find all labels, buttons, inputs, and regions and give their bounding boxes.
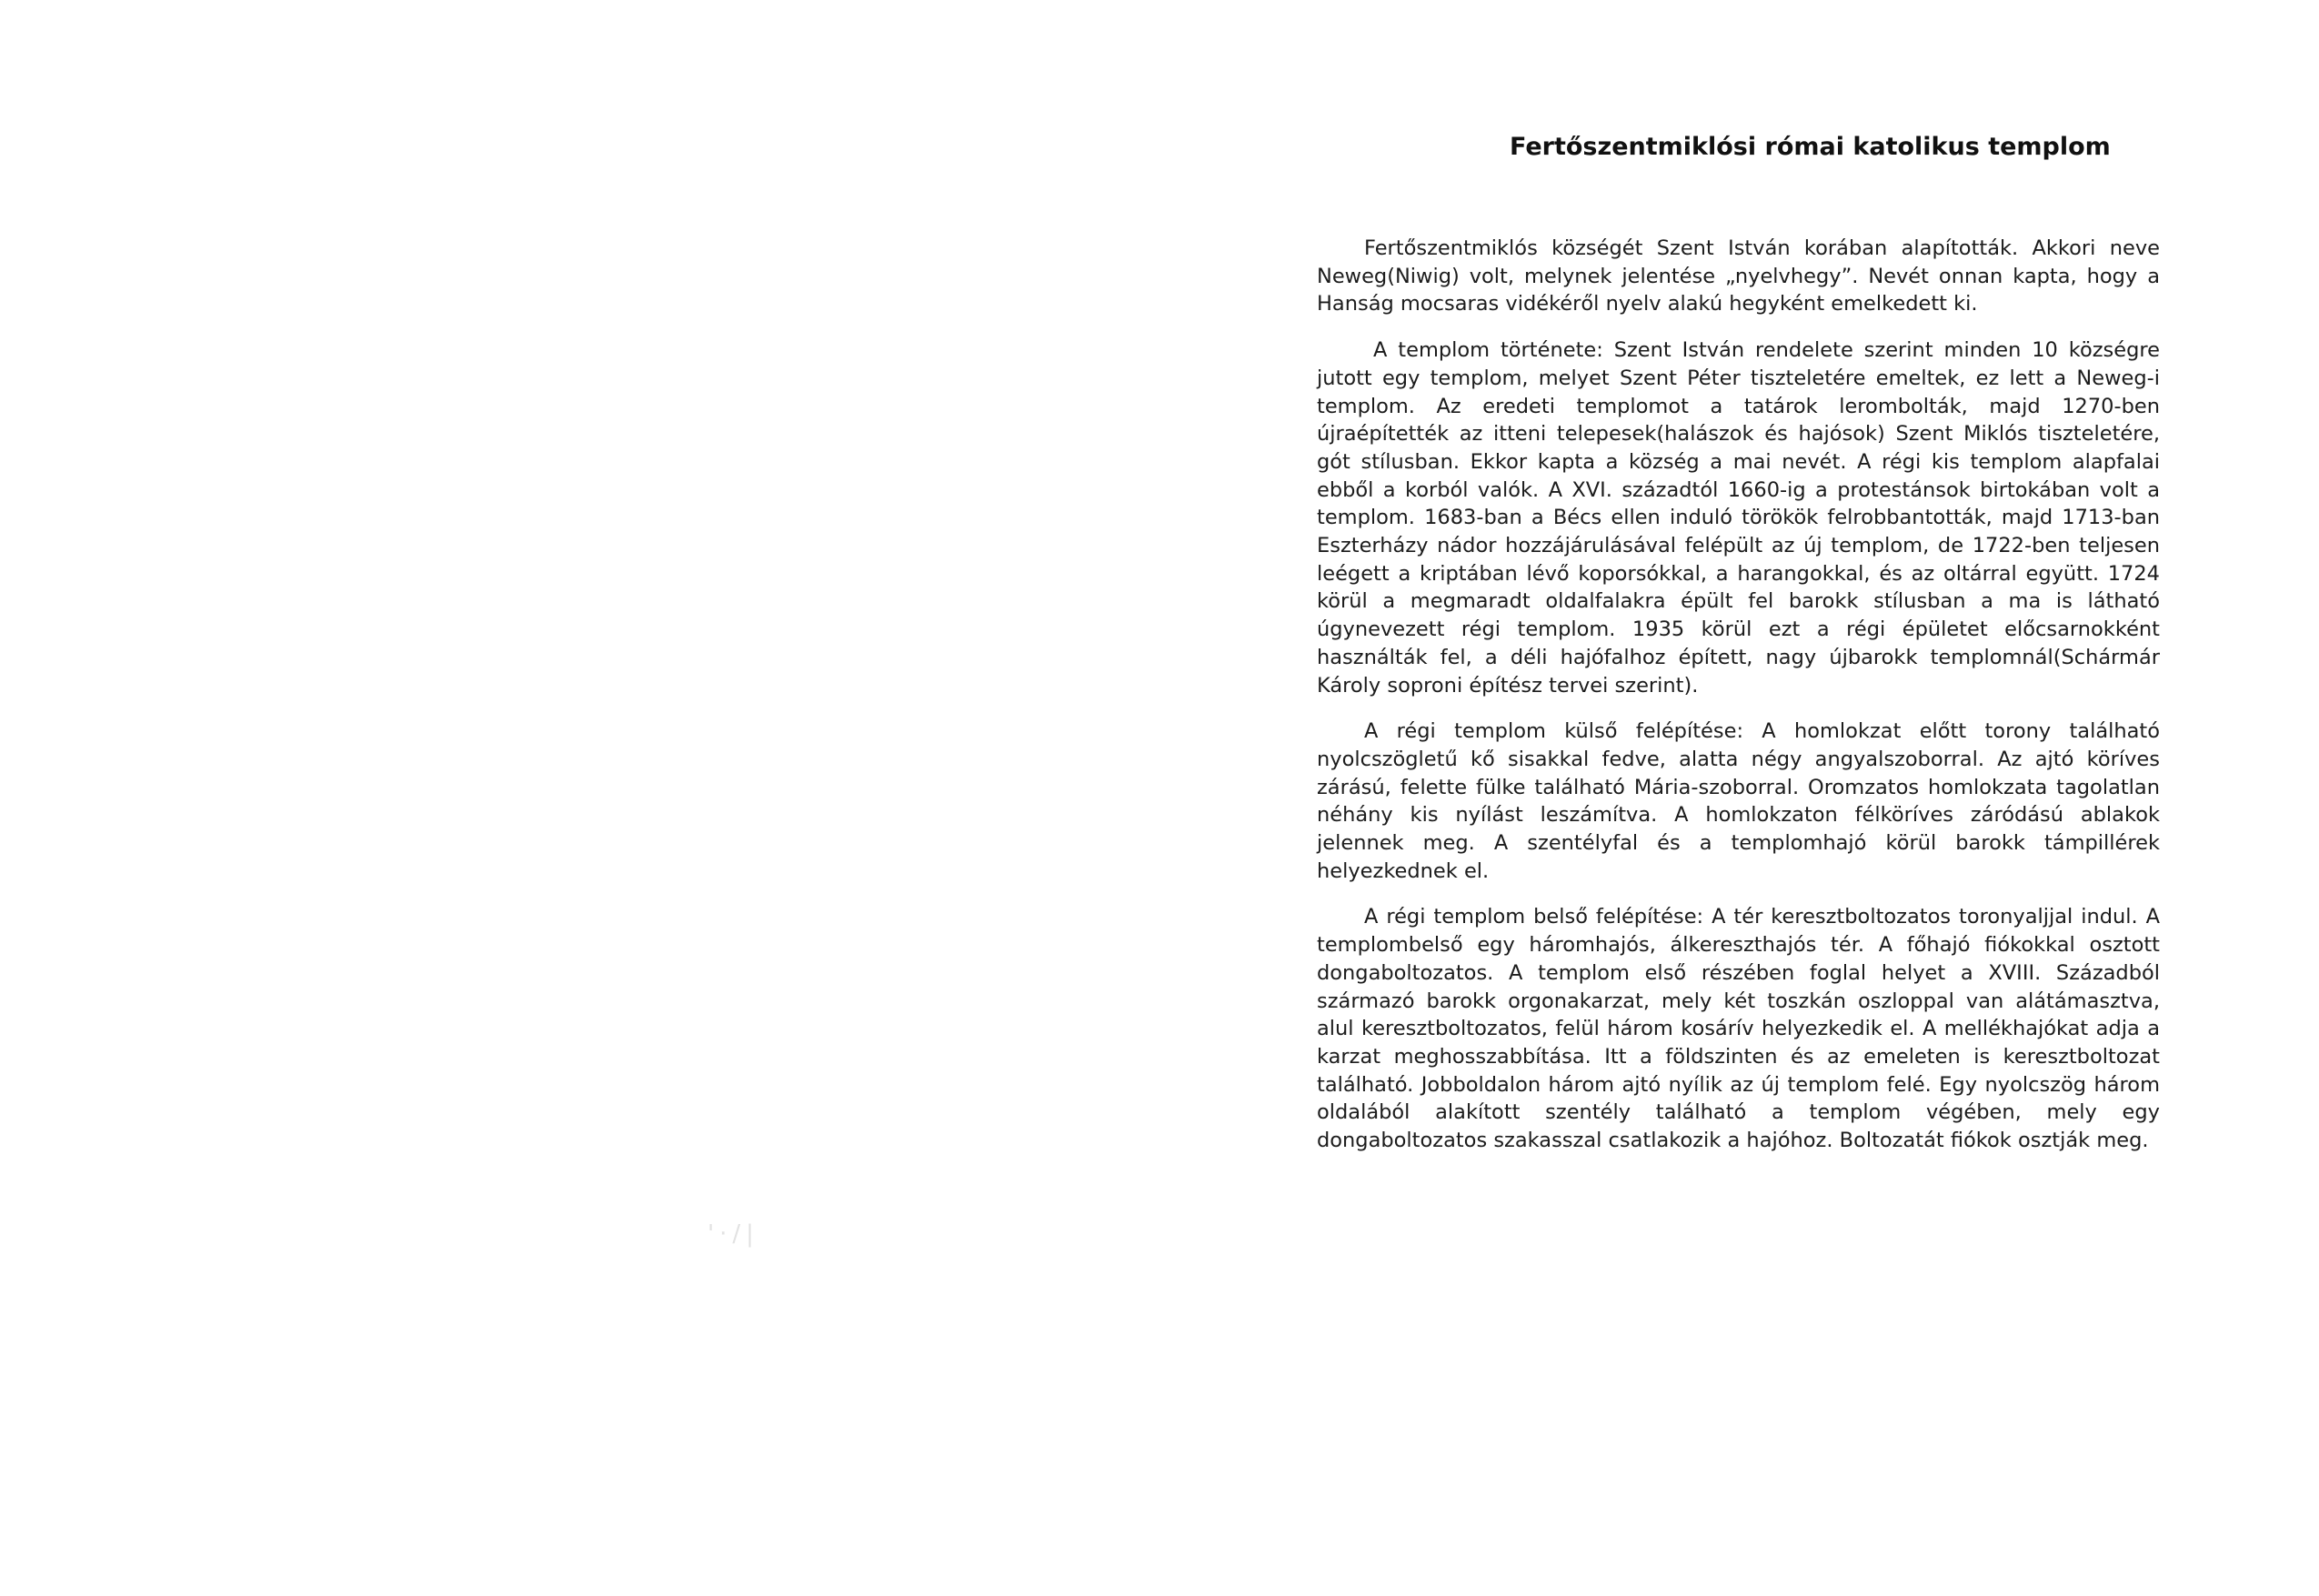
paragraph-interior-structure: A régi templom belső felépítése: A tér keresztboltozatos toronyaljjal indul. A templombelső egy háromhajós, álkereszthajós tér. A főhajó fiókokkal osztott dongaboltozatos. A templom első részében foglal helyet a XVIII. Századból származó barokk orgonakarzat, mely két toszkán oszloppal van alátámasztva, alul keresztboltozatos, felül három kosárív helyezkedik el. A mellékhajókat adja a karzat meghosszabbítása. Itt a földszinten és az emeleten is keresztboltozat található. Jobboldalon három ajtó nyílik az új templom felé. Egy nyolcszög három oldalából alakított szentély található a templom végében, mely egy dongaboltozatos szakasszal csatlakozik a hajóhoz. Boltozatát fiókok osztják meg. bbox=[1317, 905, 2160, 1153]
right-page bbox=[1182, 0, 2319, 1596]
scan-smudge-mark: '·/| bbox=[708, 1220, 759, 1248]
paragraph-church-history: A templom története: Szent István rendelete szerint minden 10 községre jutott egy templom, melyet Szent Péter tiszteletére emeltek, ez lett a Neweg-i templom. Az eredeti templomot a tatárok lerombolták, majd 1270-ben újraépítették az itteni telepesek(halászok és hajósok) Szent Miklós tiszteletére, gót stílusban. Ekkor kapta a község a mai nevét. A régi kis templom alapfalai ebből a korból valók. A XVI. századtól 1660-ig a protestánsok birtokában volt a templom. 1683-ban a Bécs ellen induló törökök felrobbantották, majd 1713-ban Eszterházy nádor hozzájárulásával felépült az új templom, de 1722-ben teljesen leégett a kriptában lévő koporsókkal, a harangokkal, és az oltárral együtt. 1724 körül a megmaradt oldalfalakra épült fel barokk stílusban a ma is látható úgynevezett régi templom. 1935 körül ezt a régi épületet előcsarnokként használták fel, a déli hajófalhoz épített, nagy újbarokk templomnál(Schármár Károly soproni építész tervei szerint). bbox=[1317, 338, 2160, 698]
paragraph-village-history: Fertőszentmiklós községét Szent István korában alapították. Akkori neve Neweg(Niwig) volt, melynek jelentése „nyelvhegy”. Nevét onnan kapta, hogy a Hanság mocsaras vidékéről nyelv alakú hegyként emelkedett ki. bbox=[1317, 236, 2160, 316]
paragraph-exterior-structure: A régi templom külső felépítése: A homlokzat előtt torony található nyolcszögletű kő sisakkal fedve, alatta négy angyalszoborral. Az ajtó köríves zárású, felette fülke található Mária-szoborral. Oromzatos homlokzata tagolatlan néhány kis nyílást leszámítva. A homlokzaton félköríves záródású ablakok jelennek meg. A szentélyfal és a templomhajó körül barokk támpillérek helyezkednek el. bbox=[1317, 719, 2160, 883]
page-title: Fertőszentmiklósi római katolikus templom bbox=[1510, 133, 2111, 161]
article-body bbox=[1317, 235, 2160, 1173]
